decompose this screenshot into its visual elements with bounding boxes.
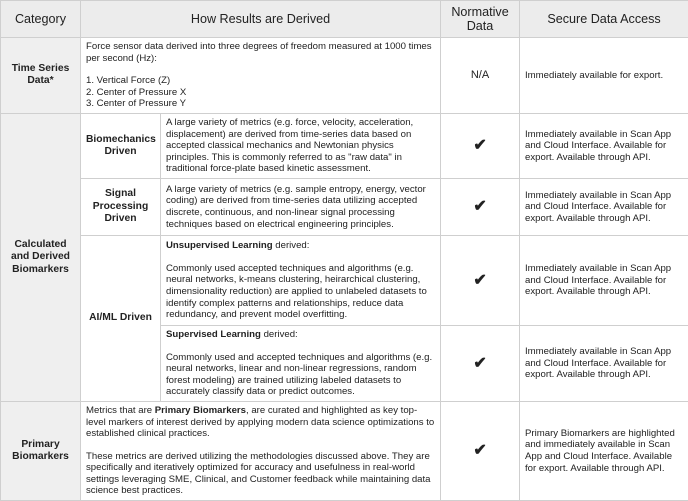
primary-access: Primary Biomarkers are highlighted and immediately available in Scan App and Cloud Interface. Available for export. Available through API. bbox=[520, 401, 688, 500]
row-primary-biomarkers bbox=[1, 401, 688, 500]
category-time-series-line2: Data* bbox=[6, 75, 75, 87]
header-how-results-derived: How Results are Derived bbox=[81, 1, 441, 38]
supervised-title-rest: derived: bbox=[261, 329, 298, 340]
unsupervised-title-rest: derived: bbox=[273, 240, 310, 251]
time-series-list-item: 3. Center of Pressure Y bbox=[86, 98, 435, 110]
unsupervised-description-cell bbox=[161, 235, 441, 325]
category-calculated-derived: Calculated and Derived Biomarkers bbox=[1, 113, 81, 401]
subcategory-signal-processing: Signal Processing Driven bbox=[81, 178, 161, 235]
subcategory-ai-ml: AI/ML Driven bbox=[81, 235, 161, 401]
biomechanics-description: A large variety of metrics (e.g. force, velocity, acceleration, displacement) are derived from time-series data based on accepted classical mechanics and Newtonian physics principles. This is commonly referred to as "raw data" in traditional force-plate based kinetic assessment. bbox=[161, 113, 441, 178]
unsupervised-access: Immediately available in Scan App and Cloud Interface. Available for export. Available through API. bbox=[520, 235, 688, 325]
header-row bbox=[1, 1, 688, 38]
category-time-series bbox=[1, 38, 81, 114]
row-unsupervised-learning bbox=[1, 235, 688, 325]
unsupervised-title-bold: Unsupervised Learning bbox=[166, 240, 273, 251]
category-time-series-line1: Time Series bbox=[6, 63, 75, 75]
supervised-description: Commonly used and accepted techniques and algorithms (e.g. neural networks, linear and non-linear regressions, random forest modeling) are trained utilizing labeled datasets to accurately classify data or predict outcomes. bbox=[166, 352, 435, 398]
row-time-series bbox=[1, 38, 688, 114]
primary-paragraph-1 bbox=[86, 405, 435, 440]
primary-para1-post: , are curated and highlighted as key top-level markers of interest derived by applying modern data science optimizations to established clinical practices. bbox=[86, 405, 434, 439]
header-normative-line1: Normative bbox=[446, 5, 514, 19]
header-secure-data-access: Secure Data Access bbox=[520, 1, 688, 38]
time-series-normative: N/A bbox=[441, 38, 520, 114]
supervised-description-cell bbox=[161, 325, 441, 401]
signal-processing-access: Immediately available in Scan App and Cloud Interface. Available for export. Available through API. bbox=[520, 178, 688, 235]
time-series-list-item: 2. Center of Pressure X bbox=[86, 87, 435, 99]
supervised-title-bold: Supervised Learning bbox=[166, 329, 261, 340]
time-series-description-cell bbox=[81, 38, 441, 114]
supervised-title bbox=[166, 329, 435, 341]
category-primary-biomarkers: Primary Biomarkers bbox=[1, 401, 81, 500]
signal-processing-description: A large variety of metrics (e.g. sample entropy, energy, vector coding) are derived from time-series data utilizing accepted discrete, continuous, and non-linear signal processing techniques based on electrical engineering principles. bbox=[161, 178, 441, 235]
primary-paragraph-2: These metrics are derived utilizing the methodologies discussed above. They are specifically and iteratively optimized for accuracy and usefulness in real-world settings leveraging SME, Clinical, and Customer feedback while maintaining data science best practices. bbox=[86, 451, 435, 497]
time-series-access: Immediately available for export. bbox=[520, 38, 688, 114]
row-signal-processing bbox=[1, 178, 688, 235]
supervised-access: Immediately available in Scan App and Cloud Interface. Available for export. Available through API. bbox=[520, 325, 688, 401]
biomechanics-checkmark-icon: ✔ bbox=[441, 113, 520, 178]
time-series-list-item: 1. Vertical Force (Z) bbox=[86, 75, 435, 87]
unsupervised-checkmark-icon: ✔ bbox=[441, 235, 520, 325]
subcategory-biomechanics: Biomechanics Driven bbox=[81, 113, 161, 178]
primary-para1-pre: Metrics that are bbox=[86, 405, 155, 416]
unsupervised-description: Commonly used accepted techniques and algorithms (e.g. neural networks, k-means clustering, heirarchical clustering, dimensionality reduction) are applied to unlabeled datasets to identify complex patterns and relationships, reduce data redundancy, and prevent model overfitting. bbox=[166, 263, 435, 321]
header-normative-data bbox=[441, 1, 520, 38]
supervised-checkmark-icon: ✔ bbox=[441, 325, 520, 401]
biomechanics-access: Immediately available in Scan App and Cloud Interface. Available for export. Available through API. bbox=[520, 113, 688, 178]
signal-processing-checkmark-icon: ✔ bbox=[441, 178, 520, 235]
primary-para1-bold: Primary Biomarkers bbox=[155, 405, 246, 416]
primary-checkmark-icon: ✔ bbox=[441, 401, 520, 500]
primary-description-cell bbox=[81, 401, 441, 500]
header-category: Category bbox=[1, 1, 81, 38]
unsupervised-title bbox=[166, 240, 435, 252]
time-series-description: Force sensor data derived into three degrees of freedom measured at 1000 times per second (Hz): bbox=[86, 41, 435, 64]
header-normative-line2: Data bbox=[446, 19, 514, 33]
row-biomechanics bbox=[1, 113, 688, 178]
